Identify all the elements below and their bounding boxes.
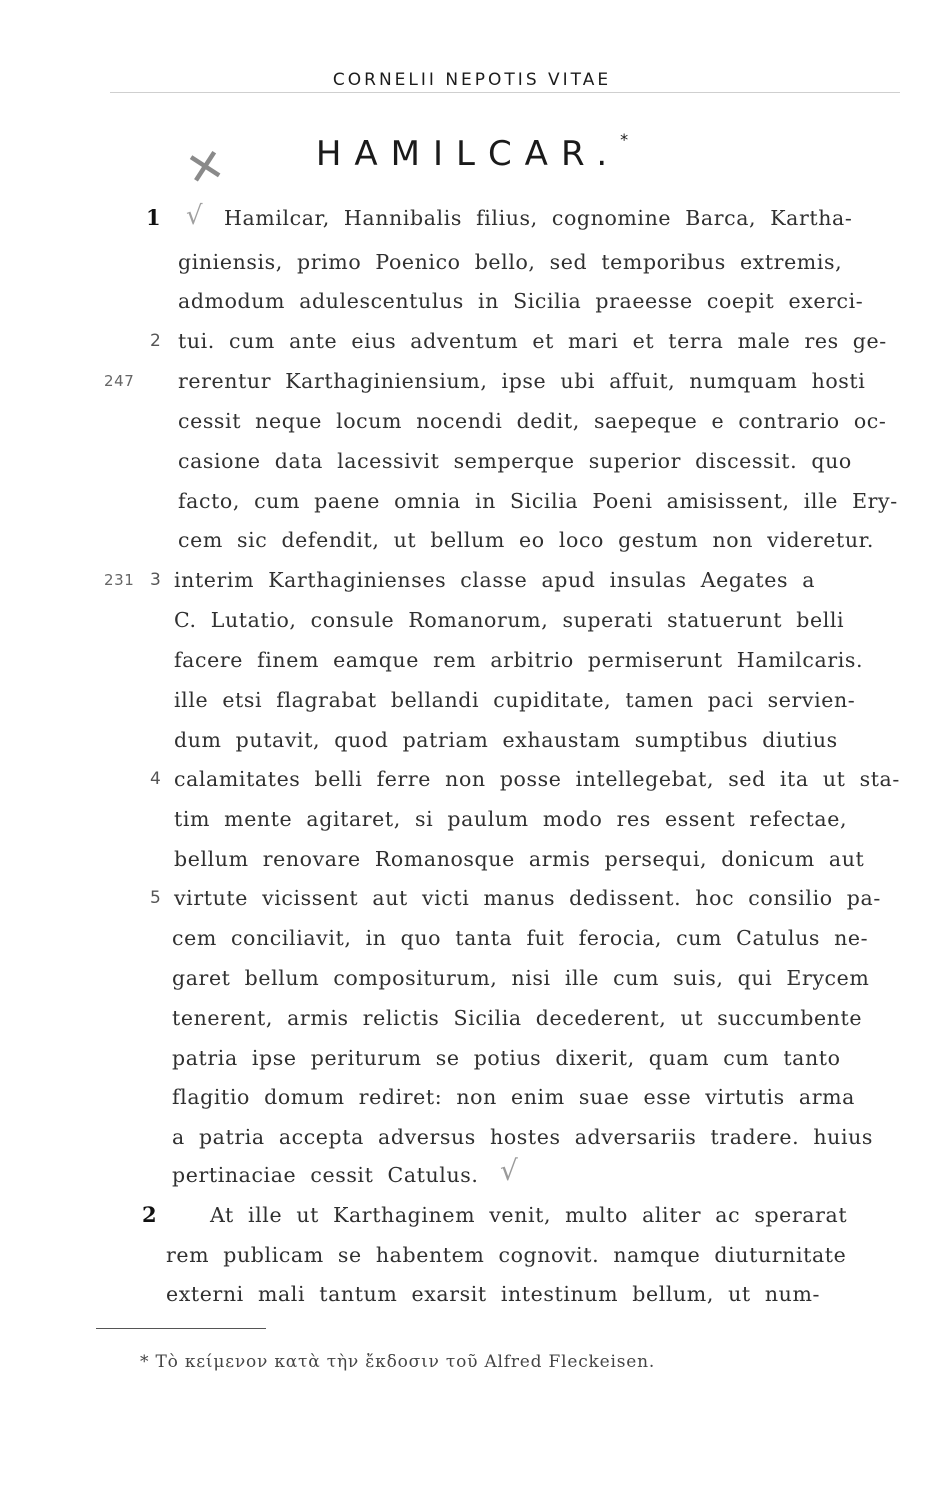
section-number: 3 xyxy=(150,570,162,590)
line-text: dum putavit, quod patriam exhaustam sumptibus diutius xyxy=(174,728,838,752)
line-text: Hamilcar, Hannibalis filius, cognomine Barca, Kartha- xyxy=(224,206,853,230)
line-text: admodum adulescentulus in Sicilia praeesse coepit exerci- xyxy=(178,289,864,313)
title-text: HAMILCAR. xyxy=(315,134,621,174)
line-text: garet bellum compositurum, nisi ille cum suis, qui Erycem xyxy=(172,966,870,990)
line-text: cessit neque locum nocendi dedit, saepeque e contrario oc- xyxy=(178,409,887,433)
line-text: cem sic defendit, ut bellum eo loco gestum non videretur. xyxy=(178,528,874,552)
line-text: flagitio domum rediret: non enim suae esse virtutis arma xyxy=(172,1085,855,1109)
line-text: rerentur Karthaginiensium, ipse ubi affuit, numquam hosti xyxy=(178,369,866,393)
line-text: pertinaciae cessit Catulus. xyxy=(172,1163,479,1187)
pencil-check-mark: √ xyxy=(500,1154,519,1187)
line-text: bellum renovare Romanosque armis persequi, donicum aut xyxy=(174,847,865,871)
line-text: virtute vicissent aut victi manus dedissent. hoc consilio pa- xyxy=(174,886,881,910)
footnote-rule xyxy=(96,1328,266,1329)
line-text: facto, cum paene omnia in Sicilia Poeni amisissent, ille Ery- xyxy=(178,489,898,513)
footnote: * Τὸ κείμενον κατὰ τὴν ἔκδοσιν τοῦ Alfred Fleckeisen. xyxy=(140,1352,656,1372)
section-number: 5 xyxy=(150,888,162,908)
line-text: C. Lutatio, consule Romanorum, superati statuerunt belli xyxy=(174,608,845,632)
line-text: patria ipse periturum se potius dixerit, quam cum tanto xyxy=(172,1046,841,1070)
line-text: At ille ut Karthaginem venit, multo aliter ac sperarat xyxy=(210,1203,848,1227)
line-text: rem publicam se habentem cognovit. namque diuturnitate xyxy=(166,1243,847,1267)
title-footnote-mark: * xyxy=(620,129,629,149)
section-number: 4 xyxy=(150,769,162,789)
margin-number: 231 xyxy=(104,571,135,589)
line-text: a patria accepta adversus hostes adversariis tradere. huius xyxy=(172,1125,874,1149)
chapter-number: 1 xyxy=(146,205,162,230)
chapter-number: 2 xyxy=(142,1202,158,1227)
line-text: ille etsi flagrabat bellandi cupiditate, tamen paci servien- xyxy=(174,688,856,712)
line-text: tim mente agitaret, si paulum modo res essent refectae, xyxy=(174,807,848,831)
pencil-check-mark: √ xyxy=(186,201,204,231)
line-text: externi mali tantum exarsit intestinum bellum, ut num- xyxy=(166,1282,821,1306)
line-text: cem conciliavit, in quo tanta fuit ferocia, cum Catulus ne- xyxy=(172,926,869,950)
running-head: CORNELII NEPOTIS VITAE xyxy=(332,70,612,90)
line-text: facere finem eamque rem arbitrio permiserunt Hamilcaris. xyxy=(174,648,864,672)
line-text: interim Karthaginienses classe apud insulas Aegates a xyxy=(174,568,816,592)
line-text: tui. cum ante eius adventum et mari et terra male res ge- xyxy=(178,329,887,353)
line-text: calamitates belli ferre non posse intellegebat, sed ita ut sta- xyxy=(174,767,900,791)
section-number: 2 xyxy=(150,331,162,351)
line-text: tenerent, armis relictis Sicilia decederent, ut succumbente xyxy=(172,1006,863,1030)
line-text: casione data lacessivit semperque superior discessit. quo xyxy=(178,449,852,473)
margin-number: 247 xyxy=(104,372,135,390)
pencil-x-mark: ✕ xyxy=(180,136,230,198)
line-text: giniensis, primo Poenico bello, sed temporibus extremis, xyxy=(178,250,843,274)
